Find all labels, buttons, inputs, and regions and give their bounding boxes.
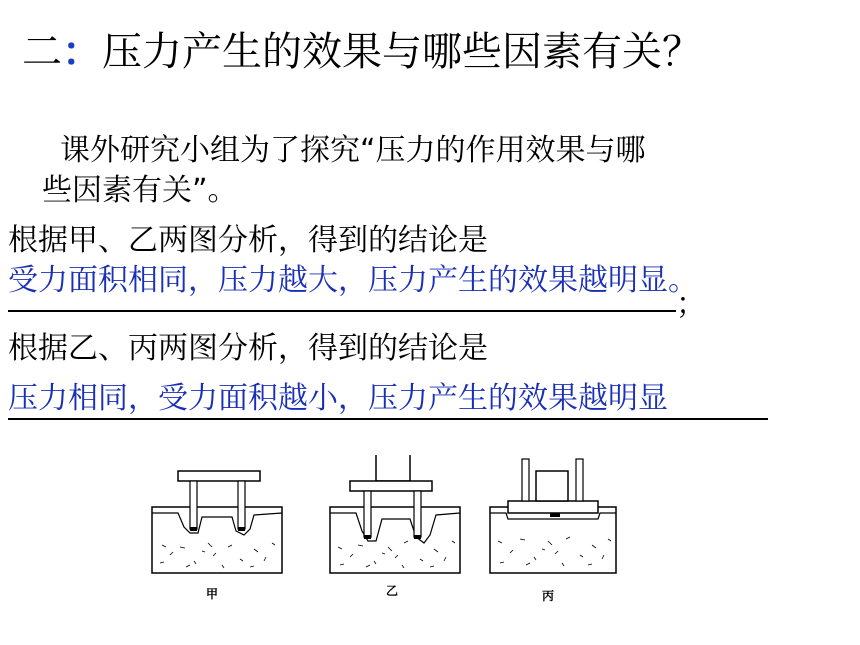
table-leg-left (364, 491, 371, 537)
figure-yi (330, 455, 460, 598)
question-2: 根据乙、丙两图分析，得到的结论是 (8, 331, 488, 366)
table-leg-right (414, 491, 421, 537)
answer-1: 受力面积相同，压力越大，压力产生的效果越明显。 (8, 263, 698, 298)
sponge-surface (152, 513, 282, 535)
title-text: 压力产生的效果与哪些因素有关？ (102, 29, 702, 75)
weight-block (376, 455, 410, 481)
answer-1-blank-line (8, 310, 676, 312)
weight-block (536, 471, 568, 501)
figure-label-yi: 乙 (386, 584, 399, 598)
leg-foot (190, 527, 197, 531)
intro-line-1: 课外研究小组为了探究“压力的作用效果与哪 (60, 133, 646, 168)
title-prefix: 二 (22, 29, 62, 75)
table-leg-left (190, 481, 197, 529)
intro-line-2: 些因素有关”。 (42, 173, 238, 208)
leg-foot (364, 535, 371, 539)
answer-2-blank-line (8, 418, 768, 420)
figure-label-jia: 甲 (206, 587, 219, 601)
leg-foot (238, 527, 245, 531)
answer-1-trailing-punct: ； (676, 287, 706, 322)
page-title (22, 28, 702, 76)
leg-foot (414, 535, 421, 539)
answer-2: 压力相同，受力面积越小，压力产生的效果越明显 (8, 381, 668, 416)
sponge-texture (160, 543, 275, 568)
contact-mark (550, 513, 560, 517)
title-colon: ： (62, 29, 102, 75)
figure-label-bing: 丙 (542, 589, 555, 603)
table-leg-right (238, 481, 245, 529)
figure-bing (490, 459, 616, 603)
table-top (178, 471, 260, 481)
sponge-container (330, 507, 460, 573)
question-1: 根据甲、乙两图分析，得到的结论是 (8, 223, 488, 258)
sponge-surface (330, 513, 460, 543)
figure-jia (152, 471, 282, 601)
table-top-inverted (508, 501, 598, 513)
table-top (350, 481, 432, 491)
experiment-figures (150, 455, 630, 615)
sponge-texture (338, 541, 455, 568)
sponge-texture (498, 537, 611, 566)
table-leg-left (522, 459, 529, 501)
table-leg-right (576, 459, 583, 501)
